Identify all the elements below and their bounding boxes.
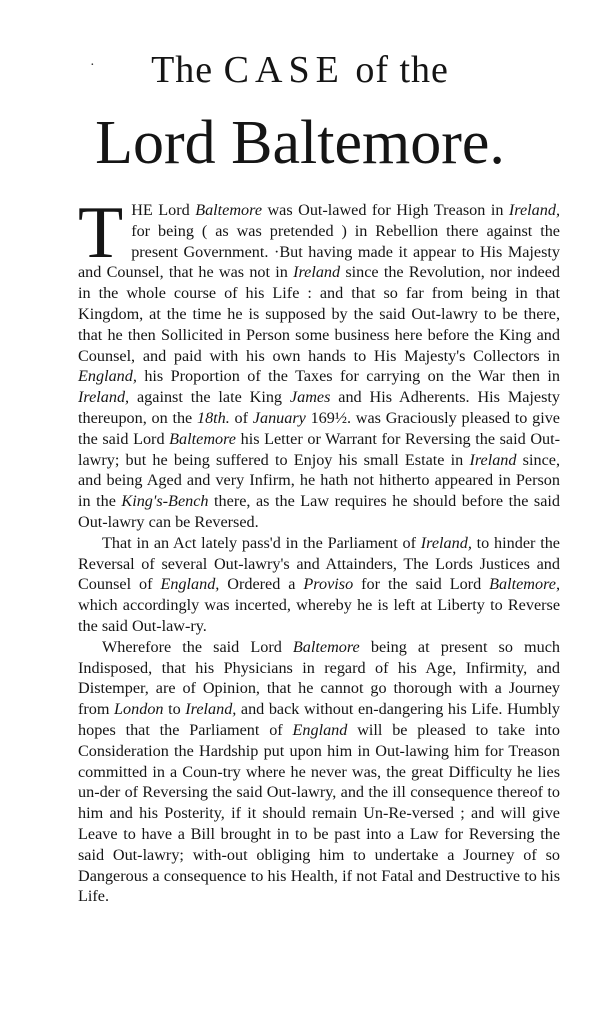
italic-text: Baltemore — [169, 429, 236, 448]
paragraph — [78, 192, 560, 533]
italic-text: King's-Bench — [121, 492, 209, 511]
text-run: HE Lord — [131, 201, 196, 219]
italic-text: Ireland, — [508, 201, 560, 219]
title-case-word: CASE — [223, 49, 345, 91]
italic-text: England, — [160, 575, 220, 594]
text-run: since the Revolution, nor indeed in the whole course of his Life : and that so far from being in that Kingdom, at the time he is supposed by the said Out-lawry to be there, that he then Sollicited in Person some business here before the King and Counsel, and paid with his own hands to His Majesty's Collectors in — [78, 263, 560, 365]
italic-text: James — [289, 388, 331, 407]
italic-text: London — [114, 700, 164, 719]
text-run: for the said Lord — [353, 575, 490, 594]
italic-text: Proviso — [303, 575, 354, 594]
italic-text: England — [292, 720, 348, 739]
text-run: and back without en-dangering his Life. Humbly hopes that the Parliament of — [78, 700, 561, 739]
text-run: there, as the Law requires he should before the said Out-lawry can be Reversed. — [78, 492, 560, 531]
italic-text: Ireland — [293, 263, 341, 282]
text-run: will be pleased to take into Consideration the Hardship put upon him in Out-lawing him for Treason committed in a Coun-try where he never was, the great Difficulty he lies un-der of Reversing the said Out-lawry, and the ill consequence thereof to him and his Posterity, if it should remain Un-Re-versed ; and will give Leave to have a Bill brought in to be past into a Law for Reversing the said Out-lawry; with-out obliging him to undertake a Journey of so Dangerous a consequence to his Health, if not Fatal and Destructive to his Life. — [78, 720, 561, 906]
text-run: to — [163, 700, 186, 719]
text-run: which accordingly was incerted, whereby he is left at Liberty to Reverse the said Out-law-ry. — [78, 596, 560, 635]
text-run: Ordered a — [219, 575, 304, 594]
text-run: his Letter or Warrant for Reversing the said Out-lawry; but he being suffered to Enjoy his small Estate in — [78, 429, 560, 469]
italic-text: Ireland, — [78, 388, 130, 407]
title-line — [0, 48, 600, 92]
text-run: Wherefore the said Lord — [102, 637, 293, 656]
text-run: for being ( as was pretended ) in Rebellion there against the present Government. ·But having made it appear to His Majesty and Counsel, that he was not in — [78, 221, 560, 282]
page-title: Lord Baltemore. — [95, 109, 505, 177]
italic-text: Ireland, — [420, 533, 472, 552]
text-run: was Out-lawed for High Treason in — [262, 201, 509, 219]
text-run: 169½. was Graciously pleased to give the said Lord — [78, 408, 560, 448]
body-text — [78, 192, 561, 907]
italic-text: Baltemore, — [489, 575, 561, 594]
paragraph — [78, 533, 560, 637]
italic-text: England, — [78, 367, 137, 386]
text-run: his Proportion of the Taxes for carrying on the War then in — [136, 367, 560, 386]
drop-cap: T — [78, 192, 124, 274]
text-run: against the late King — [129, 388, 290, 407]
paragraph — [78, 637, 560, 907]
text-run: to hinder the Reversal of several Out-lawry's and Attainders, The Lords Justices and Counsel of — [78, 533, 560, 594]
italic-text: January — [252, 408, 306, 427]
italic-text: Ireland, — [185, 700, 237, 719]
text-run: being at present so much Indisposed, that his Physicians in regard of his Age, Infirmity, and Distemper, are of Opinion, that he cannot go thorough with a Journey from — [78, 637, 560, 719]
margin-mark: · — [90, 58, 95, 73]
text-run: of — [229, 408, 253, 427]
text-run: That in an Act lately pass'd in the Parliament of — [102, 533, 421, 552]
italic-text: Baltemore — [195, 201, 263, 219]
italic-text: Baltemore — [292, 637, 360, 656]
italic-text: Ireland — [469, 450, 517, 469]
title-suffix: of the — [355, 49, 449, 91]
text-run: and His Adherents. His Majesty thereupon, on the — [78, 388, 560, 427]
italic-text: 18th. — [196, 408, 230, 427]
title-prefix: The — [151, 49, 214, 91]
text-run: since, and being Aged and very Infirm, he hath not hitherto appeared in Person in the — [78, 450, 560, 511]
